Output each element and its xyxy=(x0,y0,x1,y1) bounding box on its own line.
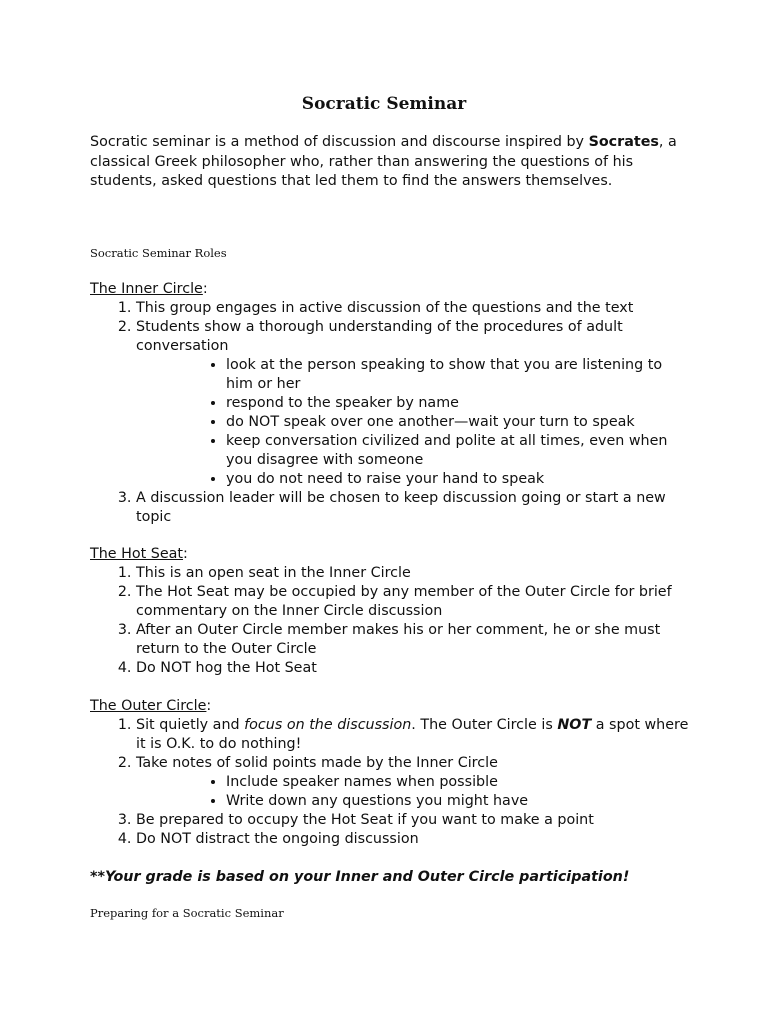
bullet-item: • Include speaker names when possible xyxy=(226,773,690,792)
hot-seat-heading-text: The Hot Seat xyxy=(90,546,184,562)
list-item-text: Students show a thorough understanding of the procedures of adult conversation xyxy=(136,319,623,354)
outer-circle-list xyxy=(90,716,690,773)
hot-seat-section xyxy=(90,545,690,678)
inner-circle-colon: : xyxy=(202,281,208,297)
hot-seat-colon: : xyxy=(183,546,188,562)
list-item: 2. Take notes of solid points made by the Inner Circle xyxy=(136,754,690,773)
bullet-item: • respond to the speaker by name xyxy=(226,394,690,413)
outer-item1-b: . The Outer Circle is xyxy=(411,717,558,733)
list-item: 4. Do NOT hog the Hot Seat xyxy=(136,659,690,678)
outer-circle-list-cont xyxy=(90,811,690,849)
inner-circle-heading-text: The Inner Circle xyxy=(90,281,203,297)
outer-circle-section xyxy=(90,697,690,849)
list-item: 4. Do NOT distract the ongoing discussion xyxy=(136,830,690,849)
list-item: 3. Be prepared to occupy the Hot Seat if you want to make a point xyxy=(136,811,690,830)
inner-circle-heading xyxy=(90,280,690,299)
list-item: 1. This group engages in active discussion of the questions and the text xyxy=(136,299,690,318)
bullet-item: • keep conversation civilized and polite at all times, even when you disagree with someone xyxy=(226,432,690,470)
list-item xyxy=(136,318,690,356)
outer-circle-bullets xyxy=(90,773,690,811)
roles-heading: Socratic Seminar Roles xyxy=(90,246,227,260)
list-item: 2. The Hot Seat may be occupied by any member of the Outer Circle for brief commentary on the Inner Circle discussion xyxy=(136,583,690,621)
list-item xyxy=(136,716,690,754)
grade-note: **Your grade is based on your Inner and Outer Circle participation! xyxy=(90,869,630,885)
intro-text-1: Socratic seminar is a method of discussion and discourse inspired by xyxy=(90,134,589,150)
list-item: 1. This is an open seat in the Inner Circle xyxy=(136,564,690,583)
outer-circle-heading-text: The Outer Circle xyxy=(90,698,207,714)
outer-item1-italic: focus on the discussion xyxy=(244,717,412,733)
list-item: 3. A discussion leader will be chosen to keep discussion going or start a new topic xyxy=(136,489,690,527)
bullet-item: • look at the person speaking to show that you are listening to him or her xyxy=(226,356,690,394)
outer-item1-a: Sit quietly and xyxy=(136,717,245,733)
inner-circle-list-cont xyxy=(90,489,690,527)
outer-item1-not: NOT xyxy=(557,717,592,733)
hot-seat-heading xyxy=(90,545,690,564)
outer-item1-c: a spot where it is O.K. to do nothing! xyxy=(136,717,689,752)
bullet-item: • do NOT speak over one another—wait your turn to speak xyxy=(226,413,690,432)
bullet-item: • you do not need to raise your hand to speak xyxy=(226,470,690,489)
inner-circle-section xyxy=(90,280,690,527)
hot-seat-list xyxy=(90,564,690,678)
preparing-heading: Preparing for a Socratic Seminar xyxy=(90,906,284,920)
outer-circle-colon: : xyxy=(206,698,212,714)
bullet-item: • Write down any questions you might have xyxy=(226,792,690,811)
intro-text-2: , a classical Greek philosopher who, rather than answering the questions of his students, asked questions that led them to find the answers themselves. xyxy=(90,134,677,189)
inner-circle-bullets xyxy=(90,356,690,489)
list-item: 3. After an Outer Circle member makes his or her comment, he or she must return to the Outer Circle xyxy=(136,621,690,659)
inner-circle-list xyxy=(90,299,690,356)
page-title: Socratic Seminar xyxy=(301,94,467,114)
intro-bold-socrates: Socrates xyxy=(588,134,659,150)
outer-circle-heading xyxy=(90,697,690,716)
intro-paragraph xyxy=(90,133,690,192)
